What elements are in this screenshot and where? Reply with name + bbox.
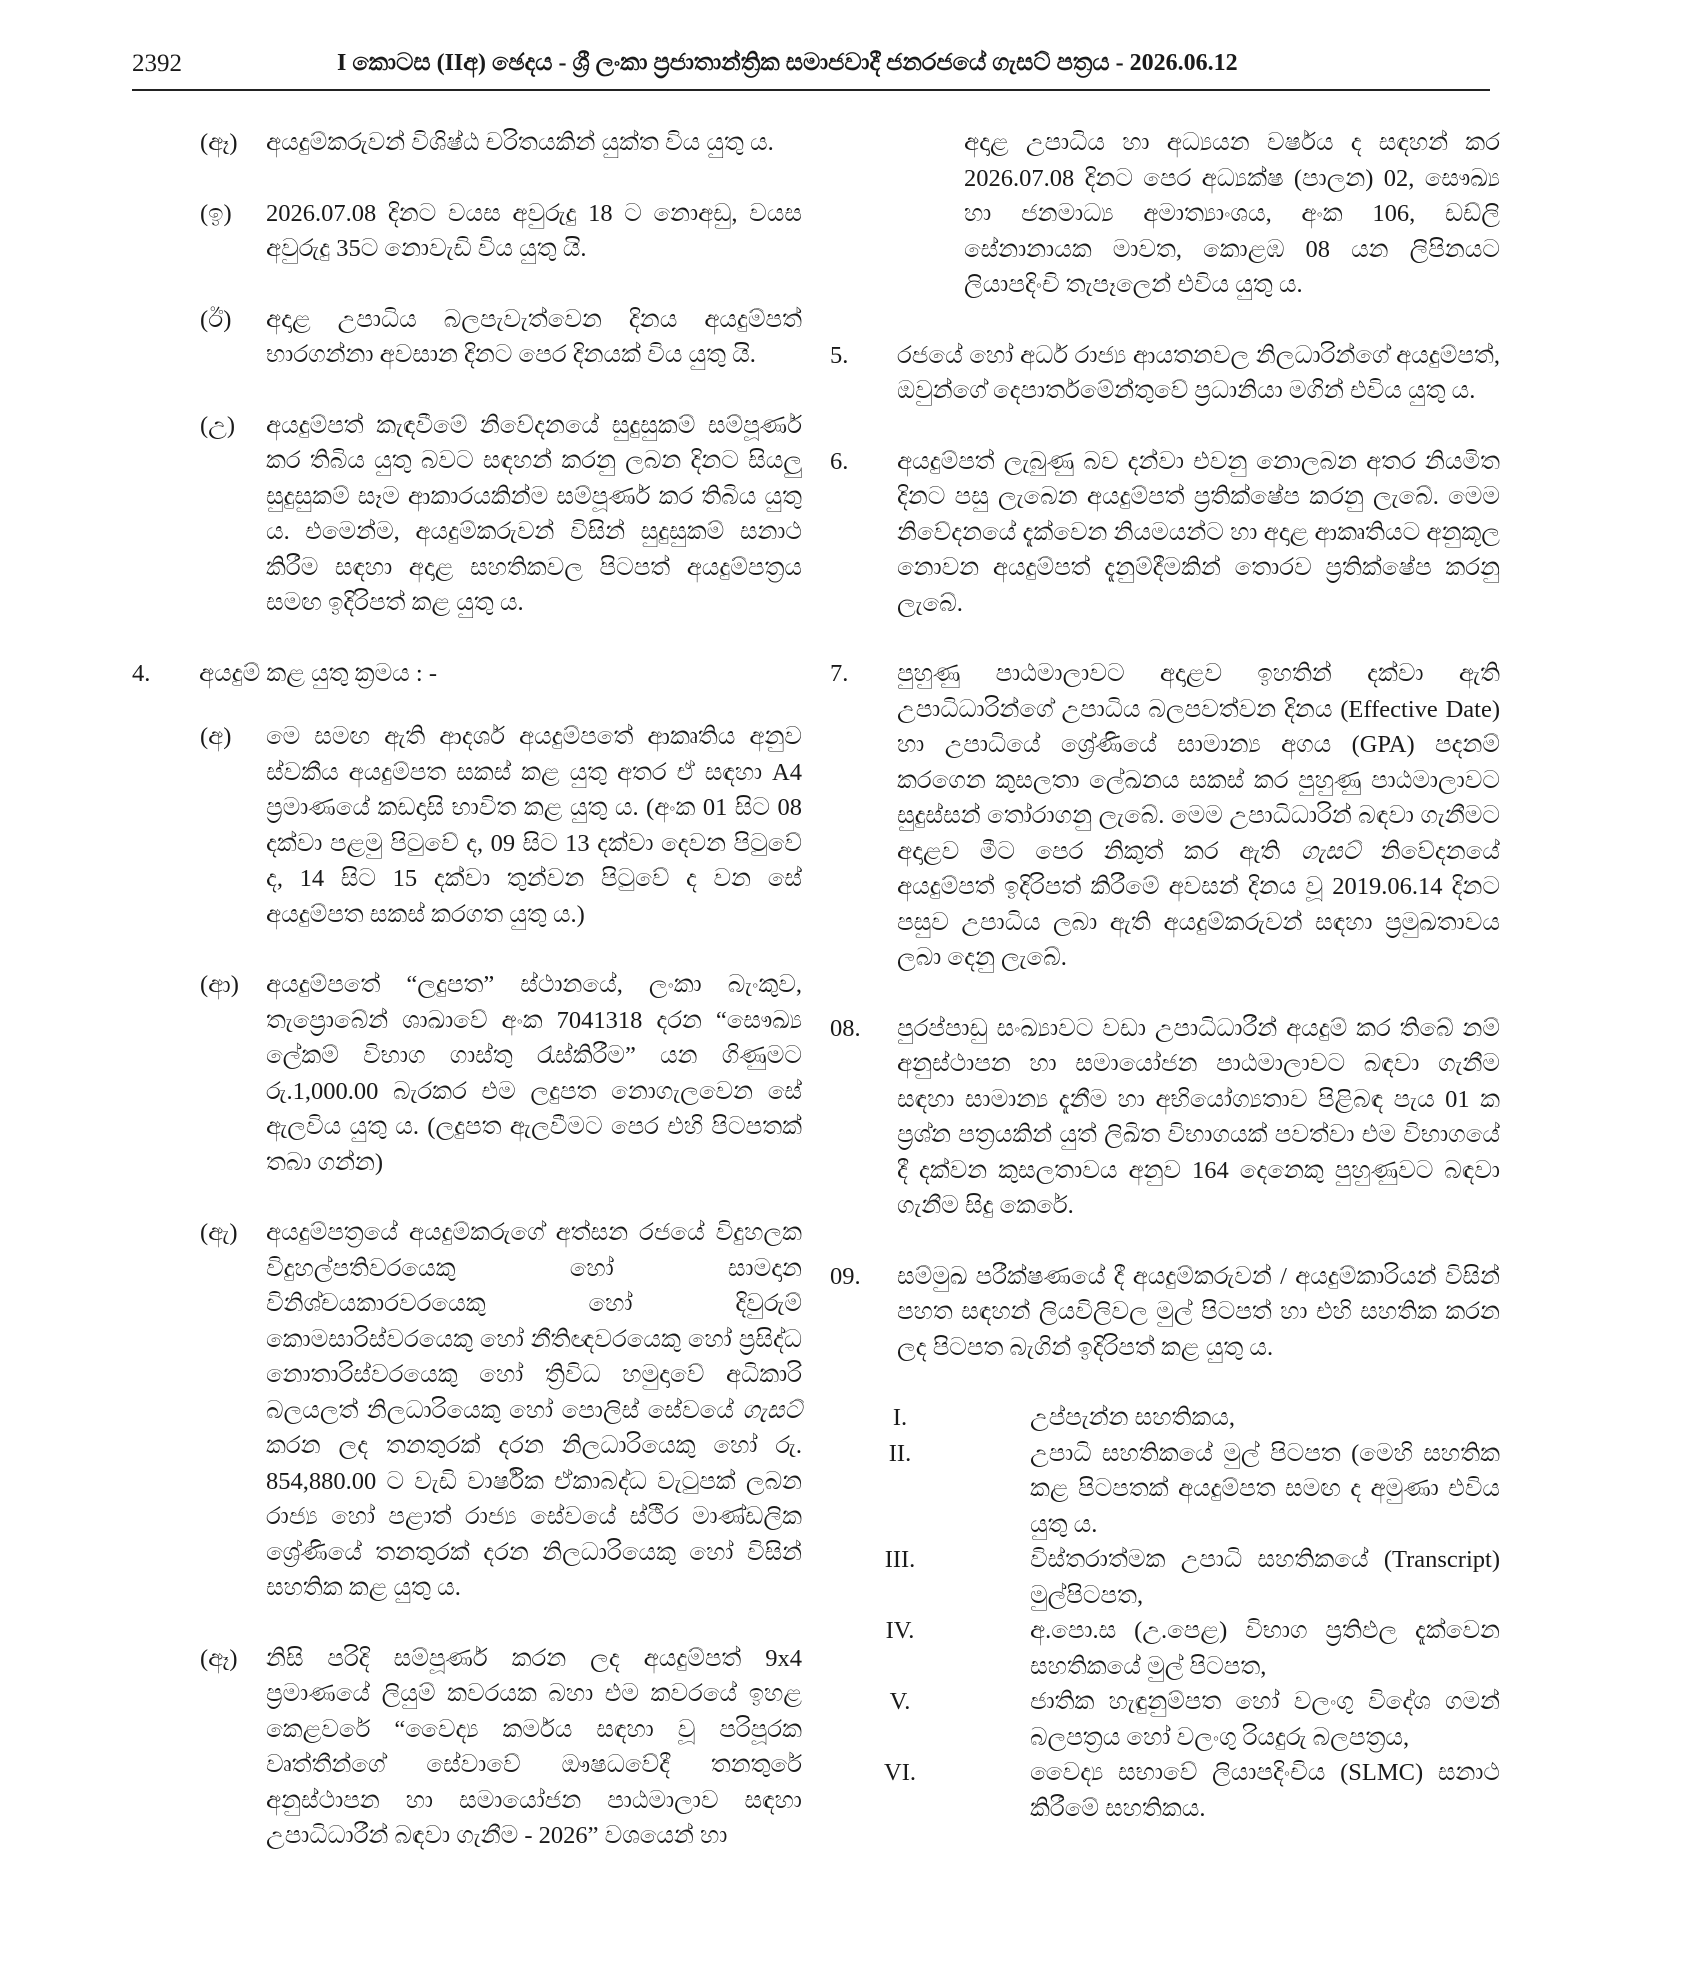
clause-text: මෙ සමඟ ඇති ආදර්ශ අයදුම්පතේ ආකෘතිය අනුව ස්වකීය අයදුම්පත සකස් කළ යුතු අතර ඒ සඳහා A4 ප්‍රමාණයේ කඩදාසි භාවිත කළ යුතු ය. (අංක 01 සිට 08 දක්වා පළමු පිටුවේ ද, 09 සිට 13 දක්වා දෙවන පිටුවේ ද, 14 සිට 15 දක්වා තුන්වන පිටුවේ ද වන සේ අයදුම්පත සකස් කරගත යුතු ය.) — [266, 723, 802, 928]
section-7 — [830, 656, 1500, 976]
continuation-text: අදාළ උපාධිය හා අධ්‍යයන වර්ෂය ද සඳහන් කර 2026.07.08 දිනට පෙර අධ්‍යක්ෂ (පාලන) 02, සෞඛ්‍ය හා ජනමාධ්‍ය අමාත්‍යාංශය, අංක 106, ඩඩ්ලි සේනානායක මාවත, කොළඹ 08 යන ලිපිනයට ලියාපදිංචි තැපෑලෙන් එවිය යුතු ය. — [964, 129, 1500, 298]
clause-label: (ඈ) — [200, 129, 238, 156]
header-rule — [132, 89, 1490, 91]
clause-label: (ඊ) — [200, 305, 232, 333]
clause-i — [132, 196, 802, 267]
section-title: අයදුම් කළ යුතු ක්‍රමය : - — [199, 659, 438, 687]
clause-label: (උ) — [200, 411, 236, 439]
clause-text: අයදුම්පතේ “ලදුපත” ස්ථානයේ, ලංකා බැංකුව, තැප්‍රොබේන් ශාඛාවේ අංක 7041318 දරන “සෞඛ්‍ය ලේකම් විභාග ගාස්තු රැස්කිරීම” යන ගිණුමට රු.1,000.00 බැරකර එම ලදුපත නොගැලවෙන සේ ඇලවිය යුතු ය. (ලදුපත ඇලවීමට පෙර එහි පිටපතක් තබා ගන්න) — [266, 971, 802, 1176]
clause-text: අදාළ උපාධිය බලපැවැත්වෙන දිනය අයදුම්පත් භාරගන්නා අවසාන දිනට පෙර දිනයක් විය යුතු යි. — [266, 305, 802, 368]
section-number: 6. — [830, 447, 849, 475]
clause-text: 2026.07.08 දිනට වයස අවුරුදු 18 ට නොඅඩු, වයස අවුරුදු 35ට නොවැඩි විය යුතු යි. — [266, 199, 802, 262]
document-text: ජාතික හැඳුනුම්පත හෝ වලංගු විදේශ ගමන් බලපත්‍රය හෝ වලංගු රියදුරු බලපත්‍රය, — [1030, 1688, 1500, 1751]
section-5 — [830, 338, 1500, 409]
roman-numeral: I. — [892, 1404, 908, 1431]
clause-label: (ඇ) — [200, 1219, 238, 1246]
document-list-item — [830, 1684, 1500, 1755]
gazette-italic: ගැසට් — [1300, 837, 1361, 865]
roman-numeral: V. — [889, 1688, 911, 1715]
clause-label: (ආ) — [200, 971, 239, 998]
clause-envelope-continuation — [830, 125, 1500, 303]
right-column — [830, 125, 1500, 1826]
document-text: වෛද්‍ය සභාවේ ලියාපදිංචිය (SLMC) සනාථ කිරීමේ සහතිකය. — [1030, 1759, 1500, 1822]
section-number: 5. — [830, 341, 849, 369]
section-text-part: පුහුණු පාඨමාලාවට අදාළව ඉහතින් දක්වා ඇති උපාධිධාරින්ගේ උපාධිය බලපවත්වන දිනය (Effective Date) හා උපාධියේ ශ්‍රේණියේ සාමාන්‍ය අගය (GPA) පදනම් කරගෙන කුසලතා ලේඛනය සකස් කර පුහුණු පාඨමාලාවට සුදුස්සන් තෝරාගනු ලැබේ. මෙම උපාධිධාරින් බඳවා ගැනීමට අදාළව මීට පෙර නිකුත් කර ඇති — [897, 660, 1500, 865]
document-list-item — [830, 1400, 1500, 1436]
document-text: අ.පො.ස (උ.පෙළ) විභාග ප්‍රතිඵල දැක්වෙන සහතිකයේ මුල් පිටපත, — [1030, 1617, 1500, 1680]
clause-a — [132, 719, 802, 932]
clause-aa — [132, 967, 802, 1180]
clause-label: (ඉ) — [200, 199, 232, 227]
clause-text: නිසි පරිදි සම්පූර්ණ කරන ලද අයදුම්පත් 9x4 ප්‍රමාණයේ ලියුම් කවරයක බහා එම කවරයේ ඉහළ කෙළවරේ “වෛද්‍ය කර්මය සඳහා වූ පරිපූරක වෘත්තීන්ගේ සේවාවේ ඖෂධවේදී තනතුරේ අනුස්ථාපන හා සමායෝජන පාඨමාලාව සඳහා උපාධිධාරීන් බඳවා ගැනීම - 2026” වශයෙන් හා — [266, 1644, 802, 1849]
clause-text — [266, 1215, 802, 1606]
section-number: 09. — [830, 1262, 861, 1290]
section-number: 4. — [132, 659, 151, 687]
document-list-item — [830, 1542, 1500, 1613]
roman-numeral: III. — [884, 1546, 916, 1573]
section-6 — [830, 444, 1500, 622]
left-column — [132, 125, 802, 1854]
document-list-item — [830, 1613, 1500, 1684]
roman-numeral: IV. — [885, 1617, 915, 1644]
document-text: උපාධි සහතිකයේ මුල් පිටපත (මෙහි සහතික කළ පිටපතක් අයදුම්පත සමඟ ද අමුණා එවිය යුතු ය. — [1030, 1439, 1500, 1538]
section-text — [897, 656, 1500, 976]
section-8 — [830, 1011, 1500, 1224]
gazette-title: I කොටස (IIඅ) ඡෙදය - ශ්‍රී ලංකා ප්‍රජාතාන්ත්‍රික සමාජවාදී ජනරජයේ ගැසට් පත්‍රය - 2026.06.12 — [337, 50, 1238, 76]
document-text: විස්තරාත්මක උපාධි සහතිකයේ (Transcript) මුල්පිටපත, — [1030, 1546, 1500, 1609]
document-list-item — [830, 1755, 1500, 1826]
clause-ae — [132, 125, 802, 161]
clause-u — [132, 408, 802, 621]
clause-text: අයදුම්කරුවන් විශිෂ්ඨ චරිතයකින් යුක්ත විය යුතු ය. — [266, 129, 774, 156]
section-text: පුරප්පාඩු සංඛ්‍යාවට වඩා උපාධිධාරීන් අයදුම් කර තිබේ නම් අනුස්ථාපන හා සමායෝජන පාඨමාලාවට බඳවා ගැනීම සඳහා සාමාන්‍ය දැනීම හා අභියෝග්‍යතාව පිළිබඳ පැය 01 ක ප්‍රශ්න පත්‍රයකින් යුත් ලිඛිත විභාගයක් පවත්වා එම විභාගයේ දී දක්වන කුසලතාවය අනුව 164 දෙනෙකු පුහුණුවට බඳවා ගැනීම සිදු කෙරේ. — [897, 1014, 1500, 1219]
document-list-item — [830, 1436, 1500, 1543]
section-text: සම්මුඛ පරීක්ෂණයේ දී අයදුම්කරුවන් / අයදුම්කාරියන් විසින් පහත සඳහන් ලියවිලිවල මුල් පිටපත් හා එහි සහතික කරන ලද පිටපත බැගින් ඉදිරිපත් කළ යුතු ය. — [897, 1262, 1500, 1361]
roman-numeral: VI. — [884, 1759, 916, 1786]
section-9 — [830, 1259, 1500, 1366]
clause-label: (අ) — [200, 723, 232, 750]
roman-numeral: II. — [888, 1439, 912, 1467]
clause-envelope — [132, 1641, 802, 1854]
clause-text-part: අයදුම්පත්‍රයේ අයදුම්කරුගේ අත්සන රජයේ විදුහලක විදුහල්පතිවරයෙකු හෝ සාමදාන විනිශ්චයකාරවරයෙකු හෝ දිවුරුම් කොමසාරිස්වරයෙකු හෝ නීතිඥවරයෙකු හෝ ප්‍රසිද්ධ නොතාරිස්වරයෙකු හෝ ත්‍රිවිධ හමුදාවේ අධිකාරි බලයලත් නිලධාරියෙකු හෝ පොලිස් සේවයේ — [266, 1219, 802, 1424]
section-text-part: නිවේදනයේ අයදුම්පත් ඉදිරිපත් කිරීමේ අවසන් දිනය වූ 2019.06.14 දිනට පසුව උපාධිය ලබා ඇති අයදුම්කරුවන් සඳහා ප්‍රමුඛතාවය ලබා දෙනු ලැබේ. — [897, 837, 1500, 971]
section-text: රජයේ හෝ අර්ධ රාජ්‍ය ආයතනවල නිලධාරින්ගේ අයදුම්පත්, ඔවුන්ගේ දෙපාර්තමේන්තුවේ ප්‍රධානියා මගින් එවිය යුතු ය. — [897, 341, 1500, 404]
clause-text-part: කරන ලද තනතුරක් දරන නිලධාරියෙකු හෝ රු. 854,880.00 ට වැඩි වාර්ෂික ඒකාබද්ධ වැටුපක් ලබන රාජ්‍ය හෝ පළාත් රාජ්‍ය සේවයේ ස්ථිර මාණ්ඩලික ශ්‍රේණියේ තනතුරක් දරන නිලධාරියෙකු හෝ විසින් සහතික කළ යුතු ය. — [266, 1432, 802, 1601]
page-header — [132, 50, 1490, 94]
section-4-heading — [132, 656, 802, 692]
gazette-italic: ගැසට් — [742, 1396, 802, 1424]
clause-ii — [132, 302, 802, 373]
clause-label: (ඈ) — [200, 1644, 238, 1672]
page-number: 2392 — [132, 50, 182, 77]
section-number: 08. — [830, 1014, 861, 1042]
clause-ae-certification — [132, 1215, 802, 1606]
document-text: උප්පැන්න සහතිකය, — [1030, 1404, 1236, 1431]
clause-text: අයදුම්පත් කැඳවීමේ නිවේදනයේ සුදුසුකම් සම්පූර්ණ කර තිබිය යුතු බවට සඳහන් කරනු ලබන දිනට සියලු සුදුසුකම් සෑම ආකාරයකින්ම සම්පූර්ණ කර තිබිය යුතු ය. එමෙන්ම, අයදුම්කරුවන් විසින් සුදුසුකම් සනාථ කිරීම සඳහා අදාළ සහතිකවල පිටපත් අයදුම්පත්‍රය සමඟ ඉදිරිපත් කළ යුතු ය. — [266, 411, 802, 616]
section-number: 7. — [830, 660, 849, 687]
section-text: අයදුම්පත් ලැබුණු බව දන්වා එවනු නොලබන අතර නියමිත දිනට පසු ලැබෙන අයදුම්පත් ප්‍රතික්ෂේප කරනු ලැබේ. මෙම නිවේදනයේ දැක්වෙන නියමයන්ට හා අදාළ ආකෘතියට අනුකූල නොවන අයදුම්පත් දැනුම්දීමකින් තොරව ප්‍රතික්ෂේප කරනු ලැබේ. — [897, 447, 1500, 617]
